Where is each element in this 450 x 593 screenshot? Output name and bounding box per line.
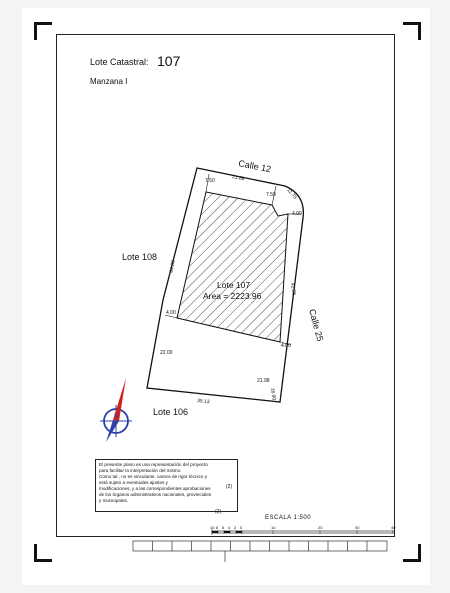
scale-tick-label: 10: [271, 525, 276, 530]
north-label: N: [114, 414, 119, 420]
neighbor-lote-106: Lote 106: [153, 407, 189, 417]
dim-top-right: 7.50: [266, 192, 276, 198]
scale-tick-label: 8: [216, 525, 219, 530]
neighbor-lote-108: Lote 108: [122, 252, 158, 262]
dim-top-left: 7.50: [205, 178, 215, 184]
lote-catastral-number: 107: [157, 53, 181, 69]
note-line: Como tal , no es vinculante, carece de rigor técnico y: [99, 474, 208, 479]
street-calle-12: Calle 12: [237, 158, 272, 175]
scale-tick-label: 10: [210, 525, 215, 530]
dim-right-upper: 4.00: [292, 211, 302, 217]
dim-top: 21.88: [231, 174, 246, 183]
dim-bottom: 35.13: [196, 398, 210, 406]
street-calle-25: Calle 25: [307, 307, 326, 343]
dim-bottom-right: 21.98: [257, 378, 270, 384]
dim-right-side: 42.55: [289, 282, 297, 296]
scale-tick-label: 6: [222, 525, 225, 530]
note-line: modificaciones, y a las correspondientes aprobaciones: [99, 486, 211, 491]
dim-left-lower: 4.00: [166, 310, 176, 316]
scale-tick-label: 2: [234, 525, 237, 530]
dim-right-lower: 4.00: [281, 343, 291, 349]
scale-tick-label: 4: [228, 525, 231, 530]
note-line: de los órganos administrativos nacionales, provinciales: [99, 492, 212, 497]
dim-left-side: 64.00: [168, 259, 177, 274]
scale-tick-label: 40: [391, 525, 396, 530]
scale-tick-label: 30: [355, 525, 360, 530]
note-line: para facilitar la interpretación del mismo.: [99, 468, 182, 473]
dim-corner-curve: 11.75: [285, 187, 298, 201]
scale-label: ESCALA 1:500: [265, 515, 312, 521]
lote-catastral-label: Lote Catastral:: [90, 57, 149, 67]
note-line: está sujeto a eventuales ajustes y: [99, 480, 168, 485]
note-bottom-mark: (2): [215, 509, 222, 515]
dim-right-bottom: 16.90: [269, 387, 277, 401]
manzana-label: Manzana I: [90, 77, 128, 86]
scale-tick-label: 0: [240, 525, 243, 530]
note-side-mark: (2): [226, 484, 233, 490]
note-line: El presente plano es una representación del proyecto: [99, 462, 208, 467]
scale-tick-label: 20: [318, 525, 323, 530]
note-line: y municipales.: [99, 498, 129, 503]
lot-name: Lote 107: [217, 280, 251, 290]
dim-left-bottom: 22.00: [160, 350, 173, 356]
lot-area: Area = 2223.96: [203, 291, 262, 301]
